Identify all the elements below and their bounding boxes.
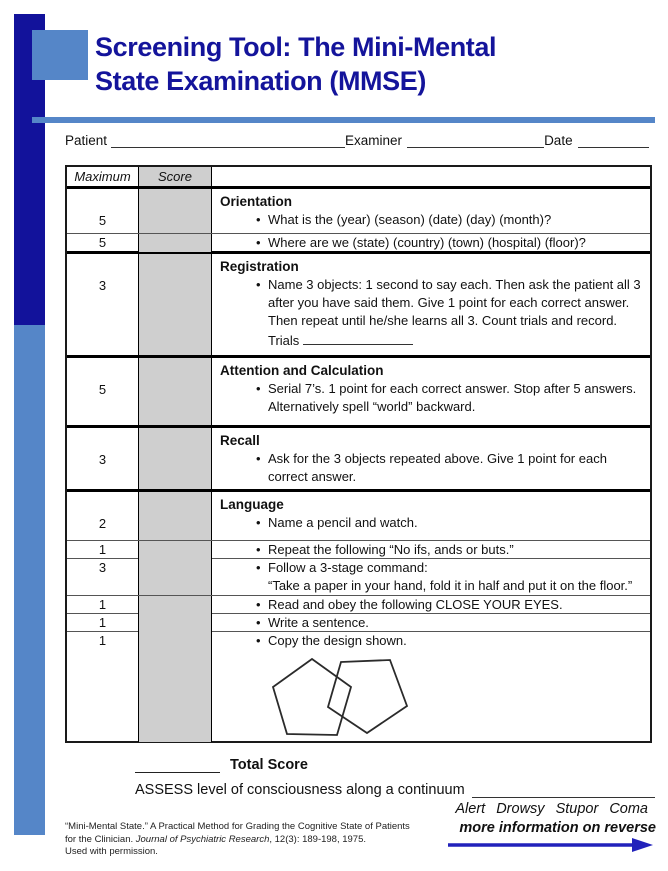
table-row bbox=[67, 613, 650, 631]
item-cell bbox=[212, 541, 650, 559]
score-cell bbox=[139, 596, 212, 614]
max-score-cell: 1 bbox=[67, 541, 139, 559]
trials-label: Trials bbox=[268, 333, 300, 348]
patient-label: Patient bbox=[65, 133, 108, 148]
more-info-label: more information on reverse bbox=[459, 820, 656, 836]
assess-blank bbox=[472, 783, 655, 798]
score-cell bbox=[139, 254, 212, 355]
max-score-cell: 1 bbox=[67, 596, 139, 614]
footnote-line2: for the Clinician. Journal of Psychiatric Research, 12(3): 189-198, 1975. bbox=[65, 833, 367, 845]
table-header-row bbox=[67, 167, 650, 189]
intersecting-pentagons-design bbox=[250, 654, 420, 742]
examiner-blank bbox=[407, 133, 544, 148]
item-cell bbox=[212, 596, 650, 614]
table-row bbox=[67, 189, 650, 233]
table-row bbox=[67, 595, 650, 613]
footnote-line3: Used with permission. bbox=[65, 846, 158, 857]
item-text: • Where are we (state) (country) (town) (hospital) (floor)? bbox=[220, 234, 644, 252]
max-score-cell: 3 bbox=[67, 559, 139, 595]
total-score-label: Total Score bbox=[230, 757, 308, 773]
assess-label: ASSESS level of consciousness along a continuum bbox=[135, 782, 465, 798]
score-cell bbox=[139, 541, 212, 559]
item-cell bbox=[212, 234, 650, 252]
item-text: • What is the (year) (season) (date) (day) (month)? bbox=[220, 211, 644, 229]
item-cell bbox=[212, 559, 650, 595]
score-cell bbox=[139, 234, 212, 252]
score-cell bbox=[139, 492, 212, 540]
item-cell bbox=[212, 632, 650, 742]
item-text: • Serial 7’s. 1 point for each correct answer. Stop after 5 answers. bbox=[220, 380, 644, 398]
max-score-cell: 3 bbox=[67, 254, 139, 355]
date-blank bbox=[578, 133, 649, 148]
trials-blank bbox=[303, 330, 413, 345]
score-cell bbox=[139, 428, 212, 489]
item-text: • Write a sentence. bbox=[220, 614, 644, 632]
section-attention-calculation bbox=[67, 355, 650, 425]
item-text: Alternatively spell “world” backward. bbox=[268, 399, 476, 414]
trials-line bbox=[220, 330, 644, 350]
max-score-cell: 1 bbox=[67, 614, 139, 632]
page-title-line2: State Examination (MMSE) bbox=[95, 66, 426, 96]
item-cell bbox=[212, 614, 650, 632]
journal-name: Journal of Psychiatric Research bbox=[135, 833, 270, 845]
page-title bbox=[95, 30, 615, 98]
maximum-column-header: Maximum bbox=[67, 167, 139, 186]
score-cell bbox=[139, 358, 212, 425]
arrow-right-icon bbox=[446, 837, 654, 853]
description-column-header bbox=[212, 167, 650, 186]
item-text: Then repeat until he/she learns all 3. Count trials and record. bbox=[268, 313, 618, 328]
max-score-cell: 1 bbox=[67, 632, 139, 742]
section-registration bbox=[67, 251, 650, 355]
max-score-cell: 5 bbox=[67, 189, 139, 233]
score-column-header: Score bbox=[139, 167, 212, 186]
patient-info-row bbox=[65, 133, 655, 148]
item-text: correct answer. bbox=[268, 469, 357, 484]
item-cell bbox=[212, 428, 650, 489]
item-cell bbox=[212, 492, 650, 540]
footnote-line1: “Mini-Mental State.” A Practical Method for Grading the Cognitive State of Patients bbox=[65, 821, 410, 832]
total-score-row bbox=[135, 757, 308, 773]
item-text: • Repeat the following “No ifs, ands or buts.” bbox=[220, 541, 644, 559]
more-info-note bbox=[446, 820, 656, 853]
section-language bbox=[67, 489, 650, 741]
score-cell bbox=[139, 189, 212, 233]
section-title: Attention and Calculation bbox=[220, 363, 384, 378]
table-row bbox=[67, 428, 650, 489]
assess-row bbox=[135, 782, 655, 798]
table-row bbox=[67, 254, 650, 355]
score-cell bbox=[139, 614, 212, 632]
table-row bbox=[67, 358, 650, 425]
date-label: Date bbox=[544, 133, 573, 148]
table-row bbox=[67, 631, 650, 741]
section-orientation bbox=[67, 189, 650, 251]
section-recall bbox=[67, 425, 650, 489]
total-score-blank bbox=[135, 758, 220, 773]
mmse-table bbox=[65, 165, 652, 743]
horizontal-rule bbox=[32, 117, 655, 123]
item-cell bbox=[212, 254, 650, 355]
item-text: “Take a paper in your hand, fold it in half and put it on the floor.” bbox=[268, 578, 633, 593]
item-text: • Read and obey the following CLOSE YOUR EYES. bbox=[220, 596, 644, 614]
item-text: after you have said them. Give 1 point for each correct answer. bbox=[268, 295, 630, 310]
section-title: Recall bbox=[220, 433, 260, 448]
table-row bbox=[67, 558, 650, 595]
examiner-label: Examiner bbox=[345, 133, 403, 148]
patient-blank bbox=[111, 133, 345, 148]
score-cell bbox=[139, 632, 212, 742]
table-row bbox=[67, 492, 650, 540]
item-text: • Name 3 objects: 1 second to say each. Then ask the patient all 3 bbox=[220, 276, 644, 294]
item-cell bbox=[212, 358, 650, 425]
accent-square bbox=[32, 30, 88, 80]
table-row bbox=[67, 540, 650, 558]
max-score-cell: 3 bbox=[67, 428, 139, 489]
item-cell bbox=[212, 189, 650, 233]
item-text: • Name a pencil and watch. bbox=[220, 514, 644, 532]
section-title: Registration bbox=[220, 259, 299, 274]
section-title: Orientation bbox=[220, 194, 293, 209]
max-score-cell: 2 bbox=[67, 492, 139, 540]
citation-footnote bbox=[65, 821, 440, 859]
consciousness-continuum-levels: Alert Drowsy Stupor Coma bbox=[455, 801, 648, 817]
max-score-cell: 5 bbox=[67, 234, 139, 252]
left-accent-bar-blue bbox=[14, 325, 45, 835]
item-text: • Copy the design shown. bbox=[220, 632, 644, 650]
score-cell bbox=[139, 559, 212, 595]
item-text: • Ask for the 3 objects repeated above. Give 1 point for each bbox=[220, 450, 644, 468]
section-title: Language bbox=[220, 497, 284, 512]
page-title-line1: Screening Tool: The Mini-Mental bbox=[95, 32, 497, 62]
table-row bbox=[67, 233, 650, 251]
item-text: • Follow a 3-stage command: bbox=[220, 559, 644, 577]
max-score-cell: 5 bbox=[67, 358, 139, 425]
